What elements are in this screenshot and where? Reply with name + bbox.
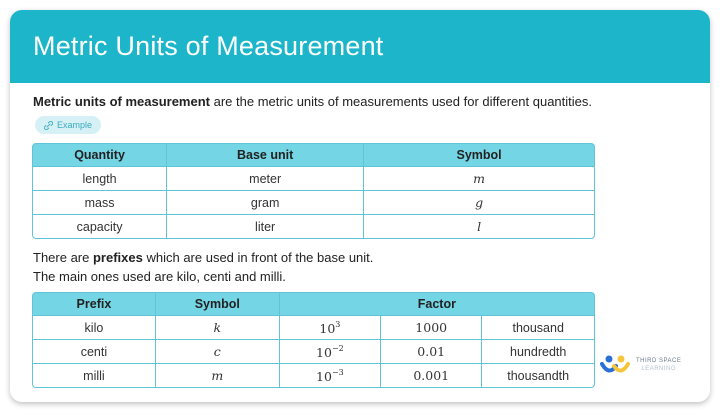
cell-word: hundredth <box>482 340 595 364</box>
cell-base-unit: liter <box>167 215 364 239</box>
base-units-table <box>32 143 595 239</box>
cell-symbol: c <box>156 340 280 364</box>
cell-symbol: k <box>156 316 280 340</box>
intro-text <box>33 94 592 109</box>
table-row <box>32 215 595 239</box>
prefix-text-line2: The main ones used are kilo, centi and milli. <box>33 269 286 284</box>
cell-power <box>280 316 381 340</box>
power-exponent: 3 <box>335 319 341 329</box>
third-space-learning-logo <box>600 354 681 376</box>
power-exponent: −3 <box>331 367 344 377</box>
logo-icon <box>600 354 630 376</box>
table-row <box>32 316 595 340</box>
power-base: 10 <box>319 320 336 336</box>
text-segment: There are <box>33 250 93 265</box>
cell-value: 0.01 <box>381 340 482 364</box>
power-exponent: −2 <box>331 343 344 353</box>
cell-word: thousand <box>482 316 595 340</box>
slide-header <box>10 10 710 83</box>
cell-prefix: milli <box>32 364 156 388</box>
intro-rest: are the metric units of measurements used for different quantities. <box>210 94 593 109</box>
cell-power <box>280 340 381 364</box>
cell-symbol: l <box>364 215 595 239</box>
logo-line2: LEARNING <box>641 366 677 372</box>
cell-power <box>280 364 381 388</box>
table-row <box>32 191 595 215</box>
example-label: Example <box>57 120 93 130</box>
power-base: 10 <box>316 368 332 384</box>
cell-prefix: kilo <box>32 316 156 340</box>
cell-value: 0.001 <box>381 364 482 388</box>
cell-base-unit: gram <box>167 191 364 215</box>
table-row <box>32 340 595 364</box>
col-symbol: Symbol <box>156 292 280 316</box>
link-icon <box>44 121 53 130</box>
cell-base-unit: meter <box>167 167 364 191</box>
table-row <box>32 167 595 191</box>
prefix-table <box>32 292 595 388</box>
cell-prefix: centi <box>32 340 156 364</box>
cell-quantity: length <box>32 167 167 191</box>
cell-symbol: m <box>364 167 595 191</box>
slide-card <box>10 10 710 402</box>
cell-symbol: g <box>364 191 595 215</box>
cell-word: thousandth <box>482 364 595 388</box>
prefix-text-line1 <box>33 250 373 265</box>
intro-bold: Metric units of measurement <box>33 94 210 109</box>
cell-symbol: m <box>156 364 280 388</box>
col-prefix: Prefix <box>32 292 156 316</box>
table-row <box>32 364 595 388</box>
col-symbol: Symbol <box>364 143 595 167</box>
table-header-row <box>32 292 595 316</box>
cell-quantity: capacity <box>32 215 167 239</box>
logo-text <box>636 357 681 373</box>
col-factor: Factor <box>280 292 595 316</box>
cell-value: 1000 <box>381 316 482 340</box>
text-segment: which are used in front of the base unit. <box>142 250 374 265</box>
example-badge[interactable] <box>35 116 101 134</box>
cell-quantity: mass <box>32 191 167 215</box>
page-title: Metric Units of Measurement <box>33 31 384 61</box>
table-header-row <box>32 143 595 167</box>
power-base: 10 <box>316 344 332 360</box>
col-base-unit: Base unit <box>167 143 364 167</box>
col-quantity: Quantity <box>32 143 167 167</box>
prefixes-bold: prefixes <box>92 250 143 265</box>
logo-line1: THIRD SPACE <box>636 358 682 364</box>
